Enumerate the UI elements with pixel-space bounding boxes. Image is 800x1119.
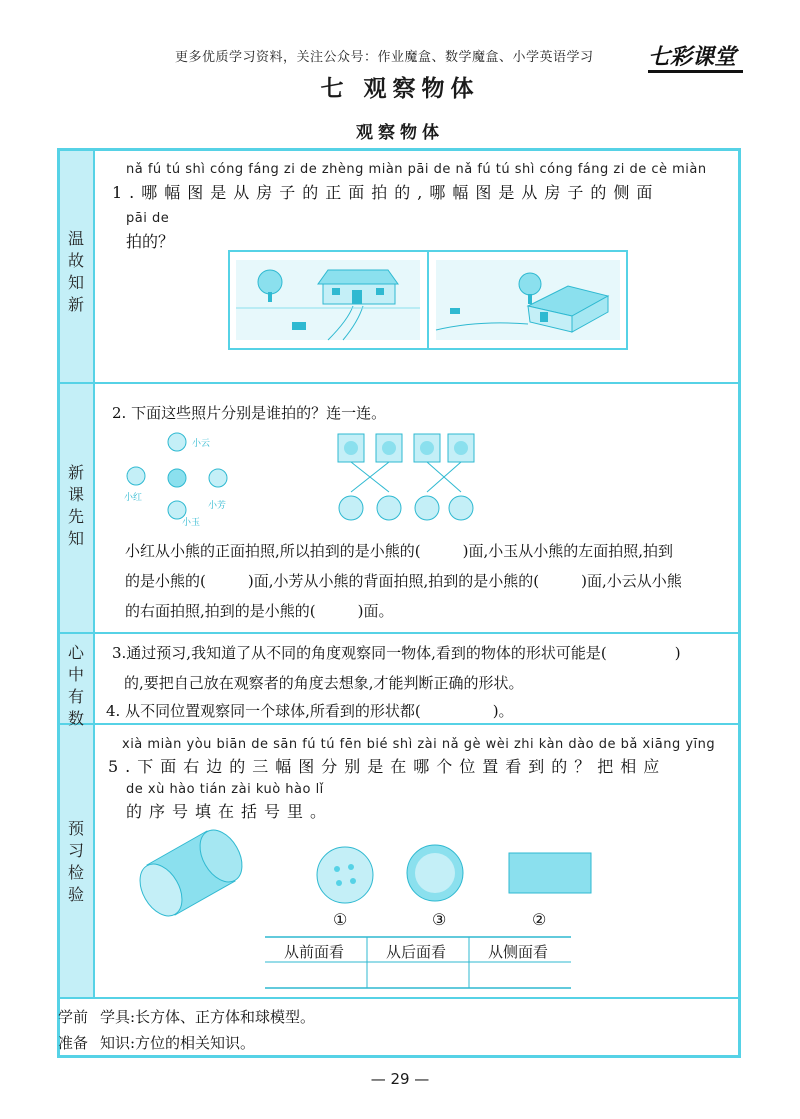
- chapter-title: 七 观察物体: [320, 76, 480, 102]
- house-front-icon: [318, 270, 398, 304]
- answer-cell-side[interactable]: [470, 964, 570, 988]
- photo-matching: [330, 432, 480, 532]
- page-number: — 29 —: [370, 1070, 430, 1088]
- divider-2: [57, 632, 741, 634]
- q1-line-1: 1.哪幅图是从房子的正面拍的,哪幅图是从房子的侧面: [112, 183, 660, 202]
- view-circle-pattern-icon: [317, 847, 373, 903]
- prep-label-1: 学前: [58, 1008, 89, 1026]
- label-2: ③: [432, 910, 447, 929]
- kids-around-bear: [122, 428, 232, 528]
- top-note: 更多优质学习资料，关注公众号：作业魔盒、数学魔盒、小学英语学习: [175, 50, 594, 65]
- divider-4: [57, 997, 741, 999]
- table-header-front: 从前面看: [284, 943, 345, 961]
- brand-logo: 七彩课堂: [648, 45, 737, 70]
- cylinder-views: [125, 825, 600, 925]
- label-review: 温故知新: [67, 229, 84, 314]
- q3-line-1: 3.通过预习,我知道了从不同的角度观察同一物体,看到的物体的形状可能是( ): [112, 644, 681, 662]
- section-title: 观察物体: [356, 123, 444, 143]
- q1-line-2: 拍的？: [126, 232, 175, 251]
- answer-cell-front[interactable]: [266, 964, 366, 988]
- q2-text: 2. 下面这些照片分别是谁拍的？连一连。: [112, 404, 387, 422]
- q5-pinyin-2: de xù hào tián zài kuò hào lǐ: [126, 782, 324, 797]
- svg-text:小红: 小红: [124, 493, 143, 503]
- q1-pinyin-1: nǎ fú tú shì cóng fáng zi de zhèng miàn pāi de nǎ fú tú shì cóng fáng zi de cè miàn: [126, 162, 707, 177]
- q5-line-2: 的序号填在括号里。: [126, 802, 334, 821]
- q5-line-1: 5.下面右边的三幅图分别是在哪个位置看到的？把相应: [108, 757, 667, 776]
- svg-text:小玉: 小玉: [182, 518, 201, 528]
- label-1: ①: [333, 910, 348, 929]
- label-3: ②: [532, 910, 547, 929]
- q2-paragraph: 小红从小熊的正面拍照,所以拍到的是小熊的( )面,小玉从小熊的左面拍照,拍到 的是小熊的( )面,小芳从小熊的背面拍照,拍到的是小熊的( )面,小云从小熊 的右面拍照,拍到的是小熊的( )面。: [125, 542, 682, 620]
- label-check: 预习检验: [67, 819, 84, 904]
- prep-line-2: 知识:方位的相关知识。: [100, 1034, 256, 1052]
- bear-icon: [168, 469, 186, 487]
- divider-3: [57, 723, 741, 725]
- answer-cell-back[interactable]: [368, 964, 468, 988]
- q3-line-2: 的,要把自己放在观察者的角度去想象,才能判断正确的形状。: [124, 674, 524, 692]
- bench-icon: [292, 322, 306, 330]
- bench-icon-2: [450, 308, 460, 314]
- view-rectangle-icon: [509, 853, 591, 893]
- label-new: 新课先知: [67, 463, 84, 548]
- svg-text:小云: 小云: [192, 439, 211, 449]
- prep-label-2: 准备: [58, 1034, 89, 1052]
- q5-pinyin-1: xià miàn yòu biān de sān fú tú fēn bié shì zài nǎ gè wèi zhi kàn dào de bǎ xiāng yīng: [122, 737, 716, 752]
- divider-1: [57, 382, 741, 384]
- view-circle-plain-icon: [407, 845, 463, 901]
- prep-line-1: 学具:长方体、正方体和球模型。: [100, 1008, 316, 1026]
- house-pictures: [228, 250, 628, 350]
- table-header-side: 从侧面看: [488, 943, 549, 961]
- svg-text:小芳: 小芳: [208, 501, 227, 511]
- label-mind: 心中有数: [67, 643, 84, 728]
- q1-pinyin-2: pāi de: [126, 211, 170, 226]
- cylinder-icon: [131, 825, 250, 923]
- q4-line: 4. 从不同位置观察同一个球体,所看到的形状都( )。: [106, 702, 514, 720]
- table-header-back: 从后面看: [386, 943, 447, 961]
